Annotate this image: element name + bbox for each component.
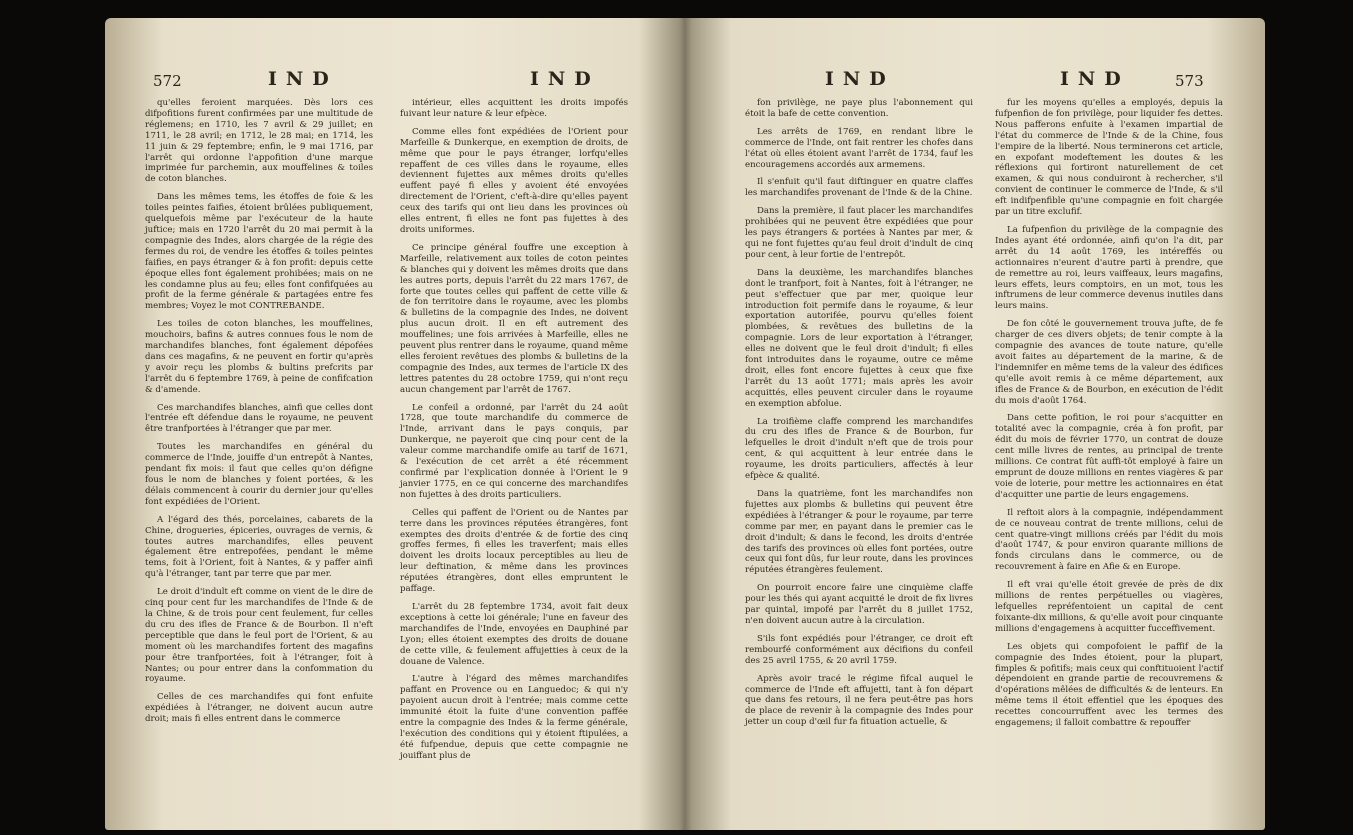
- paragraph: Dans la deuxième, les marchandifes blanches dont le tranfport, foit à Nantes, foit à l'étranger, ne peut s'effectuer que par mer, quoique leur introduction foit permife dans le royaume, & leur exportation autorifée, pourvu qu'elles foient plombées, & revêtues des bulletins de la compagnie. Lors de leur exportation à l'étranger, elles ne doivent que le feul droit d'indult; fi elles font introduites dans le royaume, outre ce même droit, elles font encore fujettes à ceux que fixe l'arrêt du 13 août 1771; mais après les avoir acquittés, elles peuvent circuler dans le royaume en exemption abfolue.: [745, 267, 973, 409]
- left-column-1: [145, 98, 373, 732]
- book-spread: [105, 18, 1265, 830]
- paragraph: Celles de ces marchandifes qui font enfuite expédiées à l'étranger, ne doivent aucun autre droit; mais fi elles entrent dans le commerce: [145, 692, 373, 725]
- paragraph: S'ils font expédiés pour l'étranger, ce droit eft rembourfé conformément aux décifions du confeil des 25 avril 1755, & 20 avril 1759.: [745, 633, 973, 666]
- paragraph: L'autre à l'égard des mêmes marchandifes paffant en Provence ou en Languedoc; & qui n'y payoient aucun droit à l'entrée; mais comme cette immunité étoit la fuite d'une convention paffée entre la compagnie des Indes & la ferme générale, l'exécution des conditions qui y étoient ftipulées, a été fufpendue, depuis que cette compagnie ne jouiffant plus de: [400, 674, 628, 761]
- paragraph: Ces marchandifes blanches, ainfi que celles dont l'entrée eft défendue dans le royaume, ne peuvent être tranfportées à l'étranger que par mer.: [145, 402, 373, 435]
- paragraph: fon privilège, ne paye plus l'abonnement qui étoit la bafe de cette convention.: [745, 98, 973, 119]
- paragraph: A l'égard des thés, porcelaines, cabarets de la Chine, drogueries, épiceries, ouvrages de vernis, & toutes autres marchandifes, elles peuvent également être entrepofées, pendant le même tems, foit à l'Orient, foit à Nantes, & y paffer ainfi qu'à l'étranger, tant par terre que par mer.: [145, 514, 373, 580]
- paragraph: Il reftoit alors à la compagnie, indépendamment de ce nouveau contrat de trente millions, celui de cent quatre-vingt millions créés par l'édit du mois d'août 1747, & pour environ quarante millions de fonds circulans dans le commerce, ou de recouvrement à faire en Afie & en Europe.: [995, 507, 1223, 573]
- left-column-2: [400, 98, 628, 769]
- paragraph: Il eft vrai qu'elle étoit grevée de près de dix millions de rentes perpétuelles ou viagères, lefquelles repréfentoient un capital de cent foixante-dix millions, & qu'elle avoit pour cinquante millions d'engagemens à acquitter fucceffivement.: [995, 580, 1223, 634]
- paragraph: Dans cette pofition, le roi pour s'acquitter en totalité avec la compagnie, créa à fon profit, par édit du mois de février 1770, un contrat de douze cent mille livres de rentes, au principal de trente millions. Ce contrat fût auffi-tôt employé à faire un emprunt de douze millions en rentes viagères & par voie de loterie, pour mettre les actionnaires en état d'acquitter une partie de leurs engagemens.: [995, 413, 1223, 500]
- page-number: 573: [1175, 72, 1204, 90]
- paragraph: Les toiles de coton blanches, les mouffelines, mouchoirs, bafins & autres connues fous le nom de marchandifes blanches, font également dépofées dans ces magafins, & ne peuvent en fortir qu'après y avoir reçu les plombs & bultins prefcrits par l'arrêt du 6 feptembre 1769, à peine de confifcation & d'amende.: [145, 319, 373, 395]
- paragraph: Comme elles font expédiées de l'Orient pour Marfeille & Dunkerque, en exemption de droits, de même que pour le pays étranger, lorfqu'elles repaffent de ces villes dans le royaume, elles deviennent fujettes aux mêmes droits qu'elles euffent payé fi elles y avoient été envoyées directement de l'Orient, c'eft-à-dire qu'elles payent ceux des tarifs qui ont lieu dans les provinces où elles entrent, fi elles ne font pas fujettes à des droits uniformes.: [400, 126, 628, 235]
- paragraph: Dans la quatrième, font les marchandifes non fujettes aux plombs & bulletins qui peuvent être expédiées à l'étranger & pour le royaume, par terre comme par mer, en payant dans le premier cas le droit d'indult; & dans le fecond, les droits d'entrée des tarifs des provinces où elles font portées, outre ceux qui font dûs, fur leur route, dans les provinces réputées étrangères feulement.: [745, 489, 973, 576]
- paragraph: Ce principe général fouffre une exception à Marfeille, relativement aux toiles de coton peintes & blanches qui y doivent les mêmes droits que dans les autres ports, depuis l'arrêt du 22 mars 1767, de forte que toutes celles qui paffent de cette ville & de fon territoire dans le royaume, avec les plombs & bulletins de la compagnie des Indes, ne doivent plus aucun droit. Il en eft autrement des mouffelines; une fois arrivées à Marfeille, elles ne peuvent plus rentrer dans le royaume, quand même elles feroient revêtues des plombs & bulletins de la compagnie des Indes, aux termes de l'article IX des lettres patentes du 28 octobre 1759, qui n'ont reçu aucun changement par l'arrêt de 1767.: [400, 242, 628, 395]
- paragraph: intérieur, elles acquittent les droits impofés fuivant leur nature & leur efpèce.: [400, 98, 628, 119]
- paragraph: L'arrêt du 28 feptembre 1734, avoit fait deux exceptions à cette loi générale; l'une en faveur des marchandifes de l'Inde, envoyées en Dauphiné par Lyon; elles étoient exemptes des droits de douane de cette ville, & feulement affujetties à ceux de la douane de Valence.: [400, 601, 628, 667]
- paragraph: Toutes les marchandifes en général du commerce de l'Inde, jouiffe d'un entrepôt à Nantes, pendant fix mois: il faut que celles qu'on défigne fous le nom de blanches y foient portées, & les délais commencent à courir du dernier jour qu'elles font expédiées de l'Orient.: [145, 442, 373, 507]
- paragraph: On pourroit encore faire une cinquième claffe pour les thés qui ayant acquitté le droit de fix livres par quintal, impofé par l'arrêt du 8 juillet 1752, n'en doivent aucun autre à la circulation.: [745, 583, 973, 626]
- running-head: IND: [268, 68, 338, 90]
- right-column-2: [995, 98, 1223, 736]
- paragraph: Le droit d'indult eft comme on vient de le dire de cinq pour cent fur les marchandifes de l'Inde & de la Chine, & de trois pour cent feulement, fur celles du cru des ifles de France & de Bourbon. Il n'eft perceptible que dans le feul port de l'Orient, & au moment où les marchandifes fortent des magafins pour être tranfportées, foit à l'étranger, foit à Nantes; ou pour entrer dans la confommation du royaume.: [145, 587, 373, 685]
- paragraph: Après avoir tracé le régime fifcal auquel le commerce de l'Inde eft affujetti, tant à fon départ que dans fes retours, il ne fera peut-être pas hors de place de revenir à la compagnie des Indes pour jetter un coup d'œil fur fa fituation actuelle, &: [745, 673, 973, 728]
- paragraph: Celles qui paffent de l'Orient ou de Nantes par terre dans les provinces réputées étrangères, font exemptes des droits d'entrée & de fortie des cinq groffes fermes, fi elles les traverfent; mais elles doivent les droits locaux perceptibles au lieu de leur deftination, & même dans les provinces réputées étrangères, dont elles empruntent le paffage.: [400, 507, 628, 595]
- paragraph: Dans les mêmes tems, les étoffes de foie & les toiles peintes faifies, étoient brûlées publiquement, quelquefois même par l'exécuteur de la haute juftice; mais en 1720 l'arrêt du 20 mai permit à la compagnie des Indes, alors chargée de la régie des fermes du roi, de vendre les étoffes & toiles peintes faifies, en pays étranger & à fon profit: depuis cette époque elles font également prohibées; mais on ne les condamne plus au feu; elles font confifquées au profit de la ferme générale & partagées entre fes membres; Voyez le mot CONTREBANDE.: [145, 192, 373, 312]
- paragraph: La fufpenfion du privilège de la compagnie des Indes ayant été ordonnée, ainfi qu'on l'a dit, par arrêt du 14 août 1769, les intéreffés ou actionnaires n'eurent d'autre parti à prendre, que de remettre au roi, leurs vaiffeaux, leurs magafins, leurs effets, leurs comptoirs, en un mot, tous les inftrumens de leur commerce devenus inutiles dans leurs mains.: [995, 224, 1223, 312]
- running-head: IND: [530, 68, 600, 90]
- paragraph: De fon côté le gouvernement trouva jufte, de fe charger de ces divers objets; de tenir compte à la compagnie des avances de toute nature, qu'elle avoit faites au département de la marine, & de l'indemnifer en même tems de la valeur des édifices qu'elle avoit remis à ce même département, aux ifles de France & de Bourbon, en exécution de l'édit du mois d'août 1764.: [995, 319, 1223, 406]
- paragraph: La troifième claffe comprend les marchandifes du cru des ifles de France & de Bourbon, fur lefquelles le droit d'indult n'eft que de trois pour cent, & qui acquittent à leur entrée dans le royaume, les droits particuliers, affectés à leur efpèce & qualité.: [745, 416, 973, 482]
- paragraph: Les arrêts de 1769, en rendant libre le commerce de l'Inde, ont fait rentrer les chofes dans l'état où elles étoient avant l'arrêt de 1734, fauf les encouragemens accordés aux armemens.: [745, 126, 973, 170]
- left-page-header: [105, 68, 685, 92]
- right-page: [685, 18, 1265, 830]
- paragraph: fur les moyens qu'elles a employés, depuis la fufpenfion de fon privilège, pour liquider fes dettes. Nous pafferons enfuite à l'examen impartial de l'état du commerce de l'Inde & de la Chine, fous l'empire de la liberté. Nous terminerons cet article, en expofant modeftement les doutes & les réflexions qui fortiront naturellement de cet examen, & qui nous conduiront à rechercher, s'il convient de continuer le commerce de l'Inde, & s'il eft indifpenfible qu'une compagnie en foit chargée par un titre exclufif.: [995, 98, 1223, 218]
- paragraph: Le confeil a ordonné, par l'arrêt du 24 août 1728, que toute marchandife du commerce de l'Inde, arrivant dans le pays conquis, par Dunkerque, ne payeroit que cinq pour cent de la valeur comme marchandife omife au tarif de 1671, & l'exécution de cet arrêt a été récemment confirmé par l'explication donnée à l'Orient le 9 janvier 1775, en ce qui concerne des marchandifes non fujettes à des droits particuliers.: [400, 402, 628, 500]
- paragraph: Il s'enfuit qu'il faut diftinguer en quatre claffes les marchandifes provenant de l'Inde & de la Chine.: [745, 177, 973, 199]
- left-page: [105, 18, 685, 830]
- running-head: IND: [1060, 68, 1130, 90]
- right-column-1: [745, 98, 973, 735]
- running-head: IND: [825, 68, 895, 90]
- right-page-header: [685, 68, 1265, 92]
- page-number: 572: [153, 72, 182, 90]
- paragraph: Dans la première, il faut placer les marchandifes prohibées qui ne peuvent être expédiées que pour les pays étrangers & portées à Nantes par mer, & qui ne font fujettes qu'au feul droit d'indult de cinq pour cent, à leur fortie de l'entrepôt.: [745, 206, 973, 260]
- paragraph: qu'elles feroient marquées. Dès lors ces difpofitions furent confirmées par une multitude de réglemens; en 1710, les 7 avril & 29 juillet; en 1711, le 28 avril; en 1712, le 28 mai; en 1714, les 11 juin & 29 feptembre; enfin, le 9 mai 1716, par l'arrêt qui ordonne l'appofition d'une marque imprimée fur parchemin, aux mouffelines & toiles de coton blanches.: [145, 98, 373, 185]
- paragraph: Les objets qui compofoient le paffif de la compagnie des Indes étoient, pour la plupart, fimples & pofitifs; mais ceux qui conftituoient l'actif dépendoient en grande partie de recouvremens & d'opérations mêlées de difficultés & de lenteurs. En même tems il étoit effentiel que les époques des recettes concourruffent avec les termes des engagemens; il falloit combattre & repouffer: [995, 641, 1223, 729]
